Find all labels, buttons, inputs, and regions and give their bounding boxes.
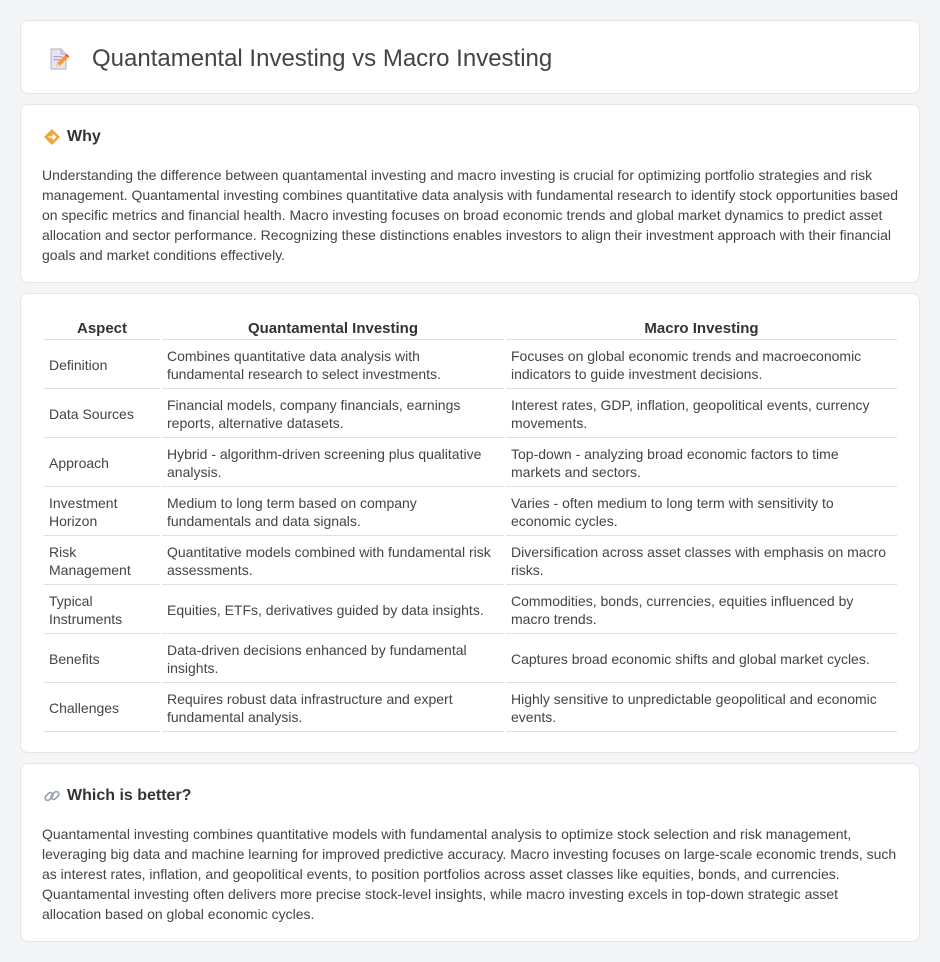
row-macro: Focuses on global economic trends and macroeconomic indicators to guide investment decisions.	[506, 340, 897, 389]
page-title: Quantamental Investing vs Macro Investing	[92, 45, 553, 72]
row-quantamental: Quantitative models combined with fundamental risk assessments.	[162, 536, 504, 585]
header-aspect: Aspect	[44, 314, 160, 340]
better-text: Quantamental investing combines quantitative models with fundamental analysis to optimize stock selection and risk management, leveraging big data and machine learning for improved predictive accuracy. Macro investing focuses on large-scale economic trends, such as interest rates, inflation, and geopolitical events, to position portfolios across asset classes like equities, bonds, and currencies. Quantamental investing often delivers more precise stock-level insights, while macro investing excels in top-down strategic asset allocation based on global economic cycles.	[42, 826, 897, 922]
table-row	[44, 683, 897, 732]
table-row	[44, 389, 897, 438]
row-quantamental: Hybrid - algorithm-driven screening plus qualitative analysis.	[162, 438, 504, 487]
comparison-section	[20, 293, 920, 753]
link-icon	[43, 787, 61, 805]
which-is-better-section	[20, 763, 920, 942]
diamond-arrows-icon	[43, 128, 61, 146]
header-macro: Macro Investing	[506, 314, 897, 340]
row-aspect: Typical Instruments	[44, 585, 160, 634]
row-macro: Varies - often medium to long term with sensitivity to economic cycles.	[506, 487, 897, 536]
table-row	[44, 438, 897, 487]
row-quantamental: Medium to long term based on company fundamentals and data signals.	[162, 487, 504, 536]
row-aspect: Challenges	[44, 683, 160, 732]
table-row	[44, 634, 897, 683]
row-aspect: Definition	[44, 340, 160, 389]
better-heading-label: Which is better?	[67, 787, 192, 804]
row-macro: Highly sensitive to unpredictable geopolitical and economic events.	[506, 683, 897, 732]
title-card	[20, 20, 920, 94]
row-macro: Captures broad economic shifts and global market cycles.	[506, 634, 897, 683]
comparison-table	[42, 314, 899, 732]
row-macro: Top-down - analyzing broad economic factors to time markets and sectors.	[506, 438, 897, 487]
row-aspect: Data Sources	[44, 389, 160, 438]
row-quantamental: Equities, ETFs, derivatives guided by data insights.	[162, 585, 504, 634]
table-row	[44, 536, 897, 585]
table-row	[44, 487, 897, 536]
row-macro: Interest rates, GDP, inflation, geopolitical events, currency movements.	[506, 389, 897, 438]
better-heading	[43, 786, 191, 806]
row-quantamental: Financial models, company financials, earnings reports, alternative datasets.	[162, 389, 504, 438]
document-pencil-icon	[47, 47, 71, 71]
row-quantamental: Data-driven decisions enhanced by fundamental insights.	[162, 634, 504, 683]
why-heading	[43, 127, 101, 147]
table-header-row	[44, 314, 897, 340]
why-section	[20, 104, 920, 283]
row-quantamental: Requires robust data infrastructure and expert fundamental analysis.	[162, 683, 504, 732]
table-row	[44, 585, 897, 634]
why-text: Understanding the difference between quantamental investing and macro investing is crucial for optimizing portfolio strategies and risk management. Quantamental investing combines quantitative data analysis with fundamental research to identify stock opportunities based on specific metrics and financial health. Macro investing focuses on broad economic trends and global market dynamics to predict asset allocation and sector performance. Recognizing these distinctions enables investors to align their investment approach with their financial goals and market conditions effectively.	[42, 167, 899, 263]
row-quantamental: Combines quantitative data analysis with fundamental research to select investments.	[162, 340, 504, 389]
table-row	[44, 340, 897, 389]
row-aspect: Risk Management	[44, 536, 160, 585]
header-quantamental: Quantamental Investing	[162, 314, 504, 340]
row-macro: Diversification across asset classes with emphasis on macro risks.	[506, 536, 897, 585]
row-macro: Commodities, bonds, currencies, equities influenced by macro trends.	[506, 585, 897, 634]
row-aspect: Investment Horizon	[44, 487, 160, 536]
row-aspect: Benefits	[44, 634, 160, 683]
why-heading-label: Why	[67, 128, 101, 145]
row-aspect: Approach	[44, 438, 160, 487]
